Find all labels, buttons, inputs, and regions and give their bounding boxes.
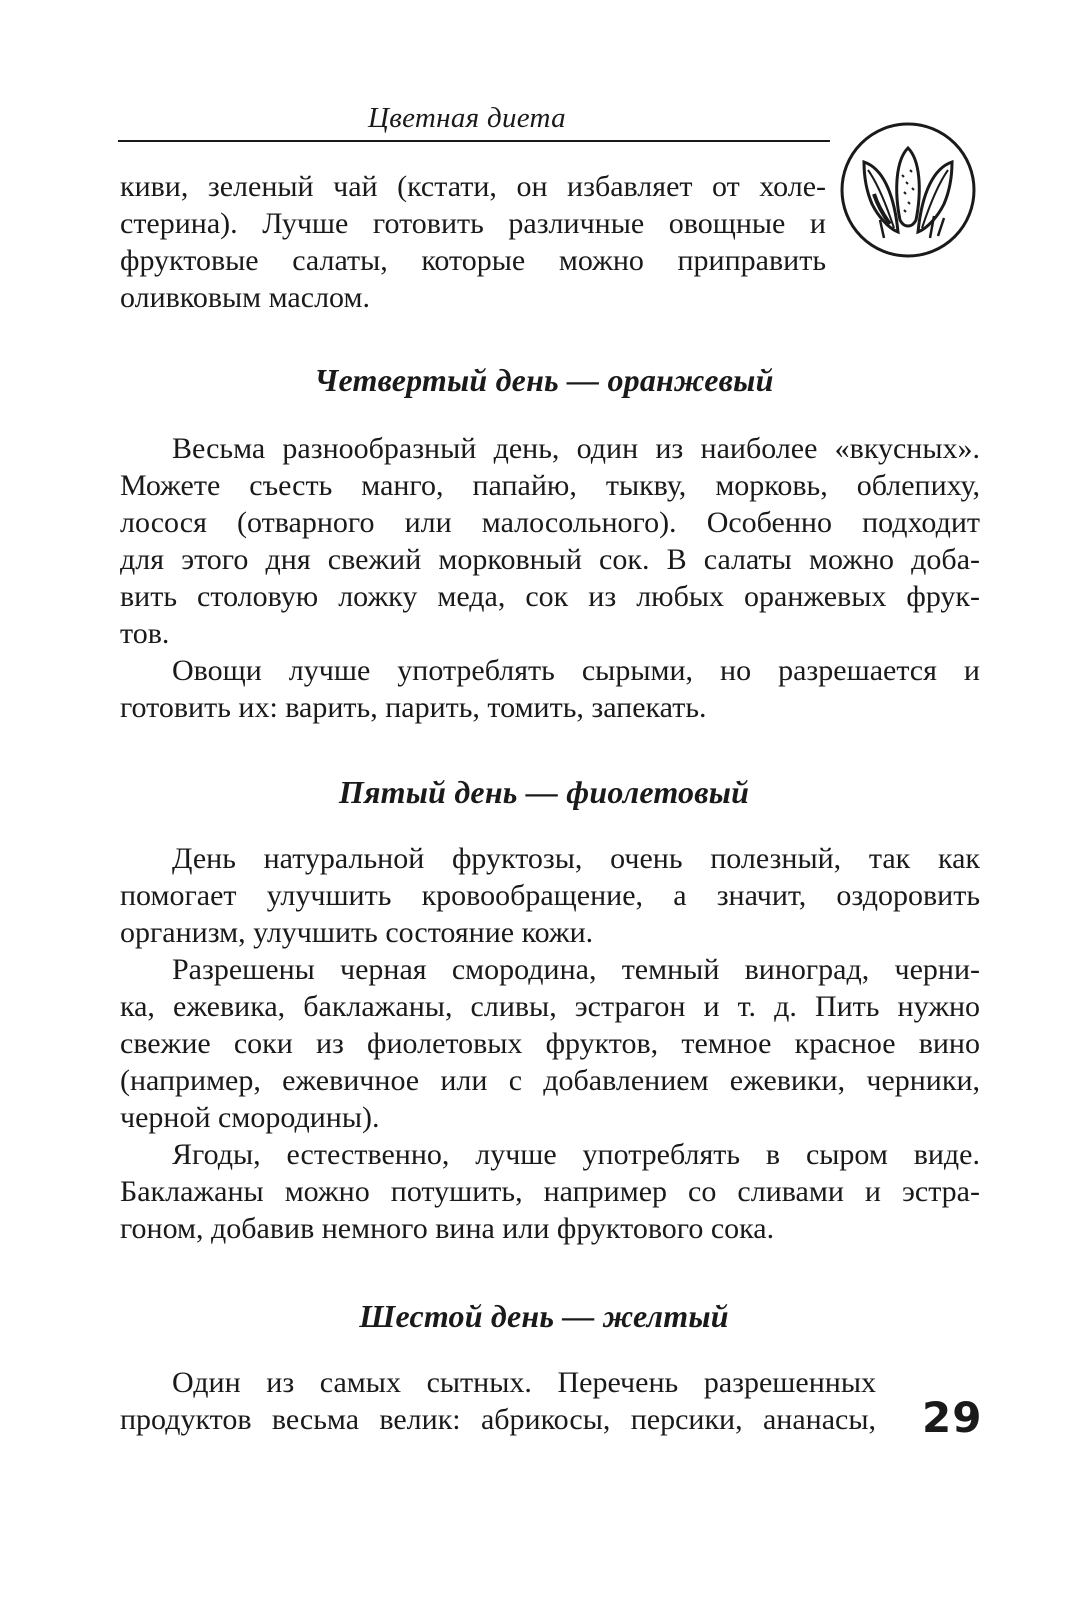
text-line: День натуральной фруктозы, очень полезный, так как (172, 842, 980, 875)
section-day-5-paragraph-1 (120, 840, 980, 951)
section-heading-day-6: Шестой день — желтый (359, 1298, 729, 1334)
running-head-title: Цветная диета (368, 102, 566, 134)
section-day-4-paragraph-1 (120, 430, 980, 652)
text-line: организм, улучшить состояние кожи. (120, 916, 594, 949)
text-line: киви, зеленый чай (кстати, он избавляет от холе- (120, 170, 826, 203)
text-line: ка, ежевика, баклажаны, сливы, эстрагон и т. д. Пить нужно (120, 990, 980, 1023)
running-head (118, 100, 830, 142)
text-line: лосося (отварного или малосольного). Особенно подходит (120, 506, 980, 539)
text-line: Баклажаны можно потушить, например со сливами и эстра- (120, 1175, 980, 1208)
text-line: фруктовые салаты, которые можно приправить (120, 244, 826, 277)
section-heading-day-5: Пятый день — фиолетовый (338, 774, 750, 810)
text-line: свежие соки из фиолетовых фруктов, темное красное вино (120, 1027, 980, 1060)
text-line: Разрешены черная смородина, темный виноград, черни- (172, 953, 980, 986)
plant-sprout-emblem-icon (838, 120, 978, 260)
text-line: продуктов весьма велик: абрикосы, персики, ананасы, (120, 1403, 876, 1436)
text-line: Один из самых сытных. Перечень разрешенных (172, 1366, 876, 1399)
text-line: помогает улучшить кровообращение, а значит, оздоровить (120, 879, 980, 912)
section-day-6-paragraph-1 (120, 1364, 876, 1438)
text-line: гоном, добавив немного вина или фруктового сока. (120, 1212, 775, 1245)
intro-paragraph (120, 168, 826, 316)
text-line: Овощи лучше употреблять сырыми, но разрешается и (172, 654, 980, 687)
text-line: стерина). Лучше готовить различные овощные и (120, 207, 826, 240)
text-line: Ягоды, естественно, лучше употреблять в сыром виде. (172, 1138, 980, 1171)
section-day-5-paragraph-3 (120, 1136, 980, 1247)
section-day-5-paragraph-2 (120, 951, 980, 1136)
text-line: готовить их: варить, парить, томить, запекать. (120, 691, 707, 724)
text-line: вить столовую ложку меда, сок из любых оранжевых фрук- (120, 580, 980, 613)
text-line: для этого дня свежий морковный сок. В салаты можно доба- (120, 543, 980, 576)
section-heading-day-4: Четвертый день — оранжевый (314, 362, 774, 398)
text-line: оливковым маслом. (120, 281, 370, 314)
text-line: Можете съесть манго, папайю, тыкву, морковь, облепиху, (120, 469, 980, 502)
page-number: 29 (922, 1393, 983, 1442)
text-line: (например, ежевичное или с добавлением ежевики, черники, (120, 1064, 980, 1097)
text-line: тов. (120, 617, 170, 650)
text-line: черной смородины). (120, 1101, 380, 1134)
text-line: Весьма разнообразный день, один из наиболее «вкусных». (172, 432, 980, 465)
section-day-4-paragraph-2 (120, 652, 980, 726)
